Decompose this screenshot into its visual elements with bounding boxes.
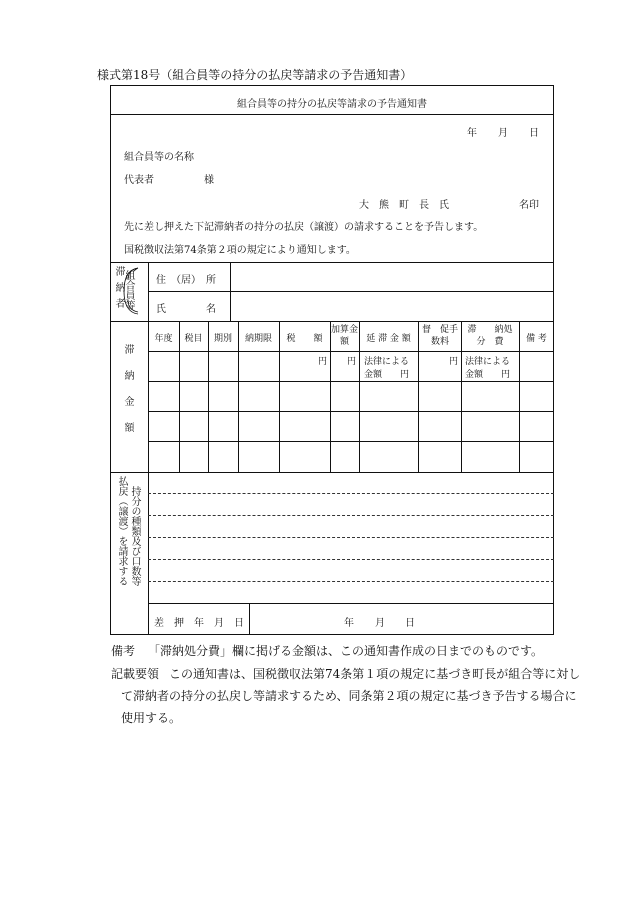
honorific: 様: [204, 175, 214, 186]
date-year: 年: [467, 128, 477, 139]
refund-dash-5: [148, 581, 554, 582]
unit-tax-yen: 円: [317, 357, 327, 367]
delinquent-side-label: 滞納者: [113, 266, 124, 314]
amounts-row-line-2: [148, 411, 554, 412]
header-delinquency-charge: 延 滞 金 額: [366, 334, 411, 344]
representative-label: 代表者: [124, 175, 154, 186]
header-remarks: 備 考: [526, 334, 547, 344]
remark-text: 「滞納処分費」欄に掲げる金額は、この通知書作成の日までのものです。: [148, 644, 544, 658]
header-due-date: 納期限: [244, 334, 272, 344]
header-surcharge: [330, 324, 359, 348]
amounts-header-line: [148, 351, 554, 352]
form-title: 組合員等の持分の払戻等請求の予告通知書: [237, 99, 427, 110]
header-demand-fee: [420, 324, 460, 348]
header-disposition-cost: [463, 324, 522, 348]
bracket-icon: [122, 266, 142, 316]
seizure-year: 年: [344, 618, 354, 629]
guide-text-1: この通知書は、国税徴収法第74条第１項の規定に基づき町長が組合等に対し: [169, 667, 581, 681]
delinquent-top-line: [110, 262, 554, 263]
refund-dash-1: [148, 493, 554, 494]
date-month: 月: [498, 128, 508, 139]
seizure-date-label: 差 押 年 月 日: [154, 618, 244, 629]
sender-seal: 名印: [519, 200, 539, 211]
date-day: 日: [529, 128, 539, 139]
delinquent-bracket-label: 組合員等: [123, 270, 134, 310]
refund-dash-2: [148, 515, 554, 516]
guide-text-3: 使用する。: [121, 711, 182, 725]
header-demand-fee-text: 督 促手数料: [421, 325, 458, 347]
seizure-divider: [249, 603, 250, 635]
org-name-label: 組合員等の名称: [124, 152, 194, 163]
body-line-1: 先に差し押えた下記滞納者の持分の払戻（譲渡）の請求することを予告します。: [124, 222, 484, 233]
refund-seizure-line: [148, 603, 554, 604]
body-line-2: 国税徴収法第74条第２項の規定により通知します。: [124, 245, 356, 256]
delinquent-bottom-line: [110, 321, 554, 322]
amounts-row-line-1: [148, 381, 554, 382]
header-disposition-cost-text: 滞 納処 分 費: [467, 325, 522, 347]
refund-side-label-b: 持分の種類及び口数等: [129, 486, 140, 586]
name-label: 氏 名: [156, 304, 216, 315]
col-div-8: [461, 321, 462, 472]
unit-disposition-legal-1: 法律による: [465, 357, 511, 367]
seizure-day: 日: [405, 618, 415, 629]
address-label: 住 （居） 所: [156, 275, 216, 286]
form-label: 様式第18号（組合員等の持分の払戻等請求の予告通知書）: [97, 68, 413, 82]
amounts-bottom-line: [110, 472, 554, 473]
header-fiscal-year: 年度: [154, 334, 173, 344]
guide-label: 記載要領: [111, 667, 160, 681]
remark-label: 備考: [111, 644, 136, 658]
unit-delinquency-legal-1: 法律による: [364, 357, 410, 367]
col-div-7: [418, 321, 419, 472]
sender-title: 大 熊 町 長 氏: [359, 200, 449, 211]
amounts-side-label: 滞納金額: [122, 344, 133, 448]
header-surcharge-text: 加算金額: [330, 325, 358, 347]
refund-dash-4: [148, 559, 554, 560]
header-period: 期別: [213, 334, 232, 344]
header-tax-amount: 税 額: [286, 334, 323, 344]
unit-disposition-legal-2: 金額 円: [465, 370, 511, 380]
unit-delinquency-legal-2: 金額 円: [364, 370, 410, 380]
seizure-month: 月: [375, 618, 385, 629]
unit-surcharge-yen: 円: [346, 357, 356, 367]
guide-text-2: て滞納者の持分の払戻し等請求するため、同条第２項の規定に基づき予告する場合に: [121, 689, 577, 703]
delinquent-mid-line: [148, 291, 554, 292]
title-divider: [110, 114, 554, 115]
refund-side-label-a: 払戻（譲渡）を請求する: [116, 476, 127, 586]
header-tax-item: 税目: [184, 334, 203, 344]
refund-side-divider: [148, 472, 149, 635]
refund-dash-3: [148, 537, 554, 538]
amounts-row-line-3: [148, 441, 554, 442]
unit-demand-yen: 円: [448, 357, 458, 367]
